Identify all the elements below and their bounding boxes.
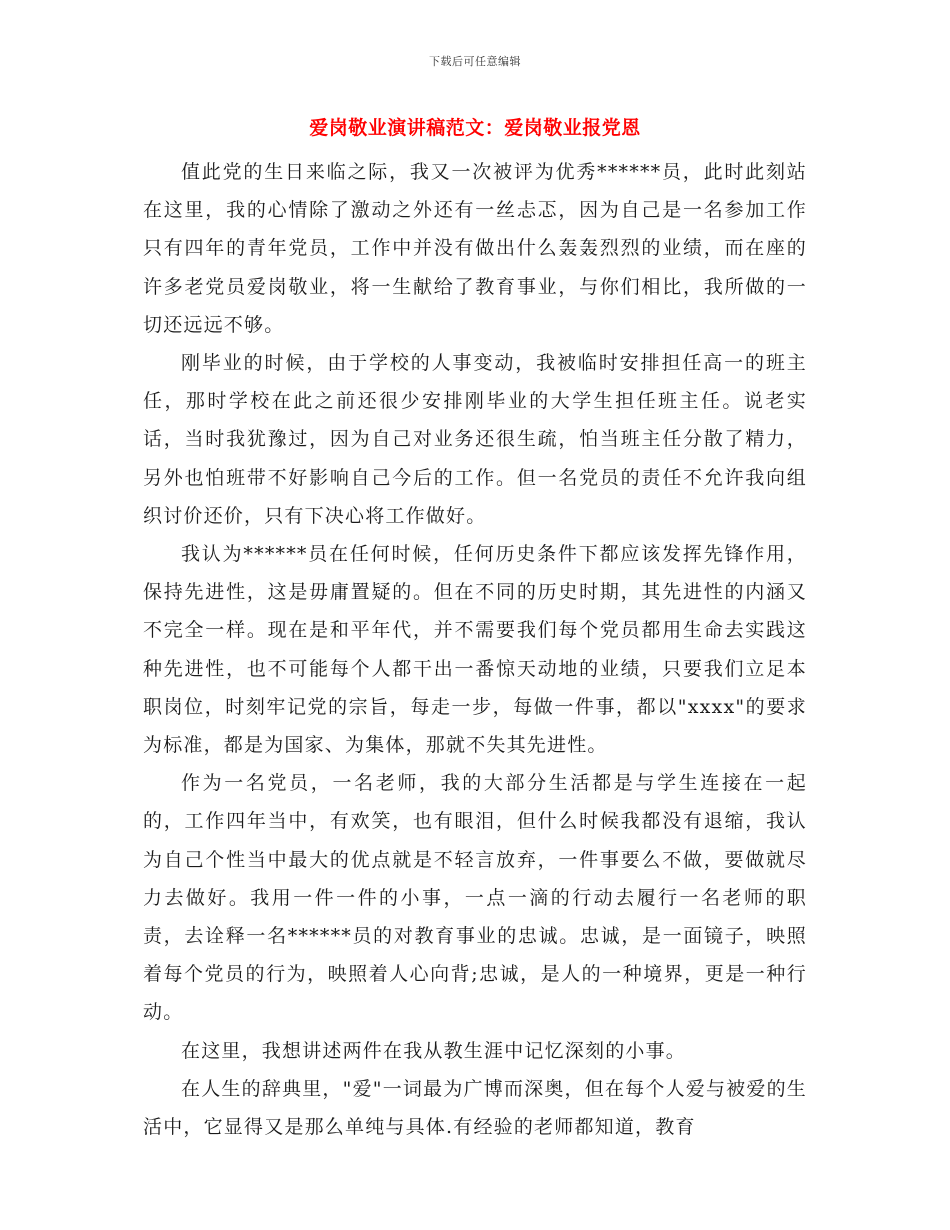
header-note: 下载后可任意编辑 <box>429 55 521 68</box>
paragraph: 刚毕业的时候，由于学校的人事变动，我被临时安排担任高一的班主任，那时学校在此之前还很少安排刚毕业的大学生担任班主任。说老实话，当时我犹豫过，因为自己对业务还很生疏，怕当班主任分散了精力，另外也怕班带不好影响自己今后的工作。但一名党员的责任不允许我向组织讨价还价，只有下决心将工作做好。 <box>143 352 807 527</box>
paragraph: 在人生的辞典里，"爱"一词最为广博而深奥，但在每个人爱与被爱的生活中，它显得又是那么单纯与具体.有经验的老师都知道，教育 <box>143 1077 807 1139</box>
paragraph: 值此党的生日来临之际，我又一次被评为优秀******员，此时此刻站在这里，我的心情除了激动之外还有一丝忐忑，因为自己是一名参加工作只有四年的青年党员，工作中并没有做出什么轰轰烈烈的业绩，而在座的许多老党员爱岗敬业，将一生献给了教育事业，与你们相比，我所做的一切还远远不够。 <box>143 161 807 336</box>
paragraph: 作为一名党员，一名老师，我的大部分生活都是与学生连接在一起的，工作四年当中，有欢笑，也有眼泪，但什么时候我都没有退缩，我认为自己个性当中最大的优点就是不轻言放弃，一件事要么不做，要做就尽力去做好。我用一件一件的小事，一点一滴的行动去履行一名老师的职责，去诠释一名******员的对教育事业的忠诚。忠诚，是一面镜子，映照着每个党员的行为，映照着人心向背;忠诚，是人的一种境界，更是一种行动。 <box>143 772 807 1024</box>
document-title: 爱岗敬业演讲稿范文：爱岗敬业报党恩 <box>309 117 641 139</box>
paragraph: 我认为******员在任何时候，任何历史条件下都应该发挥先锋作用，保持先进性，这是毋庸置疑的。但在不同的历史时期，其先进性的内涵又不完全一样。现在是和平年代，并不需要我们每个党员都用生命去实践这种先进性，也不可能每个人都干出一番惊天动地的业绩，只要我们立足本职岗位，时刻牢记党的宗旨，每走一步，每做一件事，都以"xxxx"的要求为标准，都是为国家、为集体，那就不失其先进性。 <box>143 543 807 757</box>
document-body <box>143 153 807 1146</box>
paragraph: 在这里，我想讲述两件在我从教生涯中记忆深刻的小事。 <box>181 1039 687 1062</box>
